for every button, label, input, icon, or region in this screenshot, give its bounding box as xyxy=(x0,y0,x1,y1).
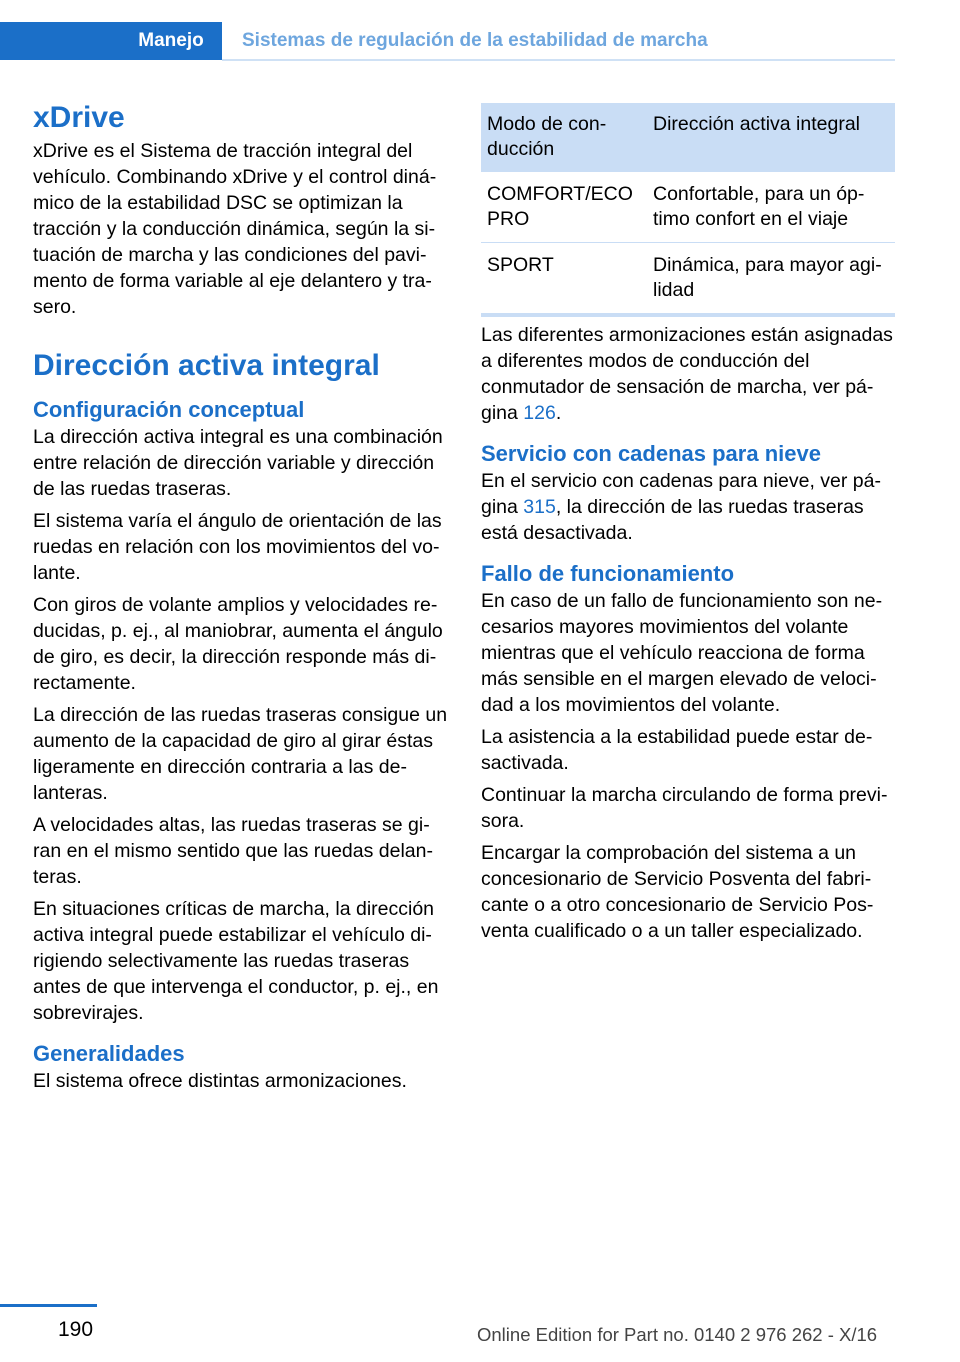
header-chapter-title: Sistemas de regulación de la estabilidad de marcha xyxy=(242,30,708,51)
concept-paragraph: La dirección activa integral es una combinación entre relación de dirección variable y dirección de las ruedas traseras. xyxy=(33,426,443,500)
concept-paragraph: El sistema varía el ángulo de orientación de las ruedas en relación con los movimientos del volante. xyxy=(33,510,442,584)
snow-chains-end: , la dirección de las ruedas traseras está desactivada. xyxy=(481,496,864,544)
malfunction-paragraph: Encargar la comprobación del sistema a un concesionario de Servicio Posventa del fabricante o a otro concesionario de Servicio Posventa cualificado o a un taller especializado. xyxy=(481,842,874,942)
page-header xyxy=(0,22,895,62)
malfunction-paragraph: La asistencia a la estabilidad puede estar desactivada. xyxy=(481,726,873,774)
table-row xyxy=(481,243,895,316)
table-row xyxy=(481,172,895,243)
xdrive-heading: xDrive xyxy=(33,101,125,134)
intro-text: Las diferentes armonizaciones están asignadas a diferentes modos de conducción del conmutador de sensación de marcha, ver página xyxy=(481,324,893,424)
section-heading: Dirección activa integral xyxy=(33,349,380,382)
general-paragraph: El sistema ofrece distintas armonizaciones. xyxy=(33,1070,407,1092)
table-cell: SPORT xyxy=(481,243,647,316)
intro-paragraph xyxy=(481,322,895,426)
table-cell: Confortable, para un óptimo confort en el viaje xyxy=(647,172,895,243)
left-column xyxy=(33,100,448,1100)
table-header-cell: Modo de conducción xyxy=(481,103,647,172)
concept-paragraph: La dirección de las ruedas traseras consigue un aumento de la capacidad de giro al girar éstas ligeramente en dirección contraria a las delanteras. xyxy=(33,704,448,804)
footer-accent-line xyxy=(0,1304,97,1307)
concept-paragraph: A velocidades altas, las ruedas traseras se giran en el mismo sentido que las ruedas delanteras. xyxy=(33,814,433,888)
table-cell: COMFORT/ECO PRO xyxy=(481,172,647,243)
table-header-row xyxy=(481,103,895,172)
driving-modes-table xyxy=(481,103,895,317)
snow-chains-paragraph xyxy=(481,468,895,546)
malfunction-paragraph: En caso de un fallo de funcionamiento son necesarios mayores movimientos del volante mientras que el vehículo reacciona de forma más sensible en el margen elevado de velocidad a los movimientos del volante. xyxy=(481,590,883,716)
header-divider xyxy=(222,59,895,61)
table-cell: Dinámica, para mayor agilidad xyxy=(647,243,895,316)
edition-note: Online Edition for Part no. 0140 2 976 262 - X/16 xyxy=(477,1324,878,1345)
table-header-cell: Dirección activa integral xyxy=(647,103,895,172)
page-link-126[interactable]: 126 xyxy=(523,402,556,424)
malfunction-paragraph: Continuar la marcha circulando de forma previsora. xyxy=(481,784,888,832)
intro-end: . xyxy=(555,402,562,424)
header-section-tab[interactable]: Manejo xyxy=(138,30,204,51)
right-column xyxy=(481,322,895,950)
snow-chains-heading: Servicio con cadenas para nieve xyxy=(481,441,821,466)
malfunction-heading: Fallo de funcionamiento xyxy=(481,561,735,586)
concept-heading: Configuración conceptual xyxy=(33,397,305,422)
page-number: 190 xyxy=(58,1318,94,1341)
concept-paragraph: En situaciones críticas de marcha, la dirección activa integral puede estabilizar el vehículo dirigiendo selectivamente las ruedas traseras antes de que intervenga el conductor, p. ej., en sobrevirajes. xyxy=(33,898,439,1024)
concept-paragraph: Con giros de volante amplios y velocidades reducidas, p. ej., al maniobrar, aumenta el ángulo de giro, es decir, la dirección responde más directamente. xyxy=(33,594,443,694)
page-link-315[interactable]: 315 xyxy=(523,496,556,518)
general-heading: Generalidades xyxy=(33,1041,185,1066)
snow-chains-text: En el servicio con cadenas para nieve, ver página xyxy=(481,470,881,518)
xdrive-paragraph: xDrive es el Sistema de tracción integral del vehículo. Combinando xDrive y el control dinámico de la estabilidad DSC se optimizan la tracción y la conducción dinámica, según la situación de marcha y las condiciones del pavimento de forma variable al eje delantero y trasero. xyxy=(33,140,437,318)
